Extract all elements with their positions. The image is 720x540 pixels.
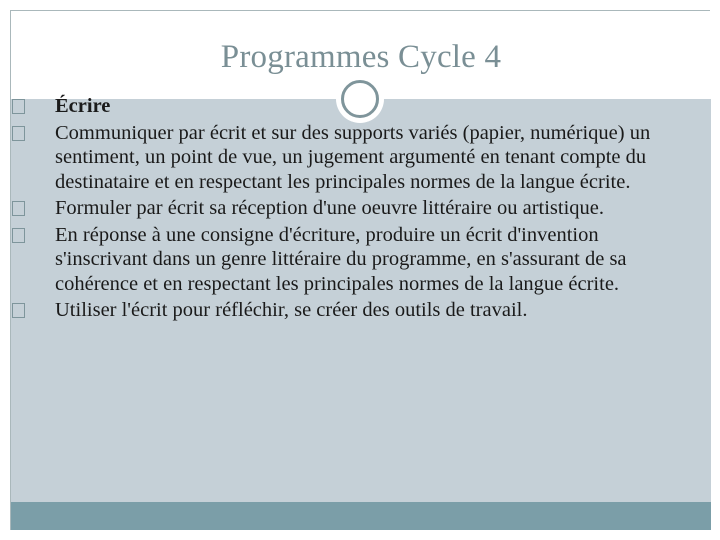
bullet-list bbox=[12, 94, 692, 325]
square-bullet-icon bbox=[12, 228, 25, 243]
bullet-item bbox=[12, 196, 692, 221]
bullet-item bbox=[12, 94, 692, 119]
square-bullet-icon bbox=[12, 126, 25, 141]
bullet-item bbox=[12, 223, 692, 297]
square-bullet-icon bbox=[12, 99, 25, 114]
bullet-text: Formuler par écrit sa réception d'une oeuvre littéraire ou artistique. bbox=[55, 197, 605, 219]
bullet-text: Communiquer par écrit et sur des supports variés (papier, numérique) un sentiment, un point de vue, un jugement argumenté en tenant compte du destinataire et en respectant les principales normes de la langue écrite. bbox=[55, 121, 651, 193]
bullet-item bbox=[12, 121, 692, 195]
footer-bar bbox=[11, 502, 711, 530]
bullet-item bbox=[12, 298, 692, 323]
bullet-text: Utiliser l'écrit pour réfléchir, se créer des outils de travail. bbox=[55, 299, 528, 321]
bullet-heading: Écrire bbox=[55, 95, 111, 117]
square-bullet-icon bbox=[12, 201, 25, 216]
square-bullet-icon bbox=[12, 303, 25, 318]
slide-title: Programmes Cycle 4 bbox=[220, 39, 502, 75]
bullet-text: En réponse à une consigne d'écriture, produire un écrit d'invention s'inscrivant dans un genre littéraire du programme, en s'assurant de sa cohérence et en respectant les principales normes de la langue écrite. bbox=[55, 223, 627, 295]
